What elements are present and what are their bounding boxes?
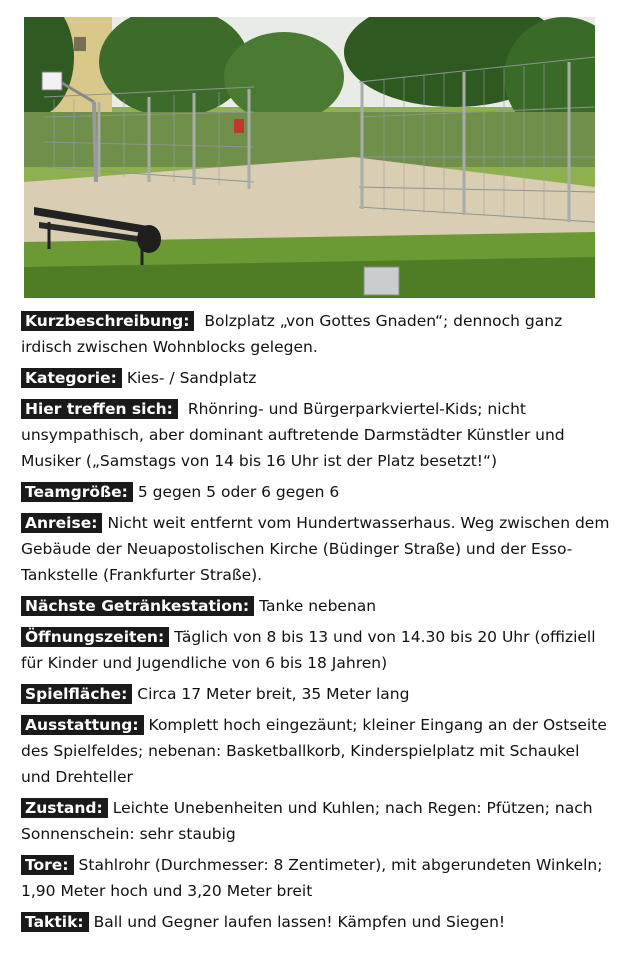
- entry-label: Kurzbeschreibung:: [21, 311, 194, 331]
- entry-text: Nicht weit entfernt vom Hundertwasserhaus. Weg zwischen dem Gebäude der Neuapostolischen Kirche (Büdinger Straße) und der Esso-Tankstelle (Frankfurter Straße).: [21, 514, 610, 584]
- entry-tore: [21, 852, 613, 904]
- entry-anreise: [21, 510, 613, 588]
- entry-kurzbeschreibung: [21, 308, 613, 360]
- entry-naechste-getraenkestation: [21, 593, 613, 619]
- entry-text: Leichte Unebenheiten und Kuhlen; nach Regen: Pfützen; nach Sonnenschein: sehr staubig: [21, 799, 593, 843]
- bolzplatz-photo: [24, 17, 595, 298]
- entry-label: Ausstattung:: [21, 715, 144, 735]
- entry-text: Ball und Gegner laufen lassen! Kämpfen und Siegen!: [93, 913, 506, 931]
- entry-text: Tanke nebenan: [259, 597, 377, 615]
- entry-ausstattung: [21, 712, 613, 790]
- entry-text: Täglich von 8 bis 13 und von 14.30 bis 20 Uhr (offiziell für Kinder und Jugendliche von 6 bis 18 Jahren): [21, 628, 596, 672]
- entry-label: Anreise:: [21, 513, 102, 533]
- fact-list: [21, 308, 613, 935]
- entry-text: Stahlrohr (Durchmesser: 8 Zentimeter), mit abgerundeten Winkeln; 1,90 Meter hoch und 3,20 Meter breit: [21, 856, 603, 900]
- entry-teamgroesse: [21, 479, 613, 505]
- entry-text: Kies- / Sandplatz: [126, 369, 257, 387]
- entry-label: Zustand:: [21, 798, 108, 818]
- entry-label: Nächste Getränkestation:: [21, 596, 254, 616]
- entry-zustand: [21, 795, 613, 847]
- entry-label: Spielfläche:: [21, 684, 132, 704]
- entry-label: Teamgröße:: [21, 482, 133, 502]
- entry-text: Komplett hoch eingezäunt; kleiner Eingang an der Ostseite des Spielfeldes; nebenan: Basketballkorb, Kinderspielplatz mit Schaukel und Drehteller: [21, 716, 607, 786]
- entry-text: Rhönring- und Bürgerparkviertel-Kids; nicht unsympathisch, aber dominant auftretende Darmstädter Künstler und Musiker („Samstags von 14 bis 16 Uhr ist der Platz besetzt!“): [21, 400, 565, 470]
- entry-spielflaeche: [21, 681, 613, 707]
- entry-label: Kategorie:: [21, 368, 122, 388]
- entry-text: Circa 17 Meter breit, 35 Meter lang: [137, 685, 410, 703]
- photo-drawing: [24, 17, 595, 298]
- entry-label: Taktik:: [21, 912, 89, 932]
- entry-kategorie: [21, 365, 613, 391]
- entry-label: Tore:: [21, 855, 74, 875]
- entry-text: Bolzplatz „von Gottes Gnaden“; dennoch ganz irdisch zwischen Wohnblocks gelegen.: [21, 312, 563, 356]
- entry-label: Öffnungszeiten:: [21, 627, 169, 647]
- entry-taktik: [21, 909, 613, 935]
- entry-text: 5 gegen 5 oder 6 gegen 6: [137, 483, 340, 501]
- entry-hier-treffen-sich: [21, 396, 613, 474]
- entry-oeffnungszeiten: [21, 624, 613, 676]
- entry-label: Hier treffen sich:: [21, 399, 178, 419]
